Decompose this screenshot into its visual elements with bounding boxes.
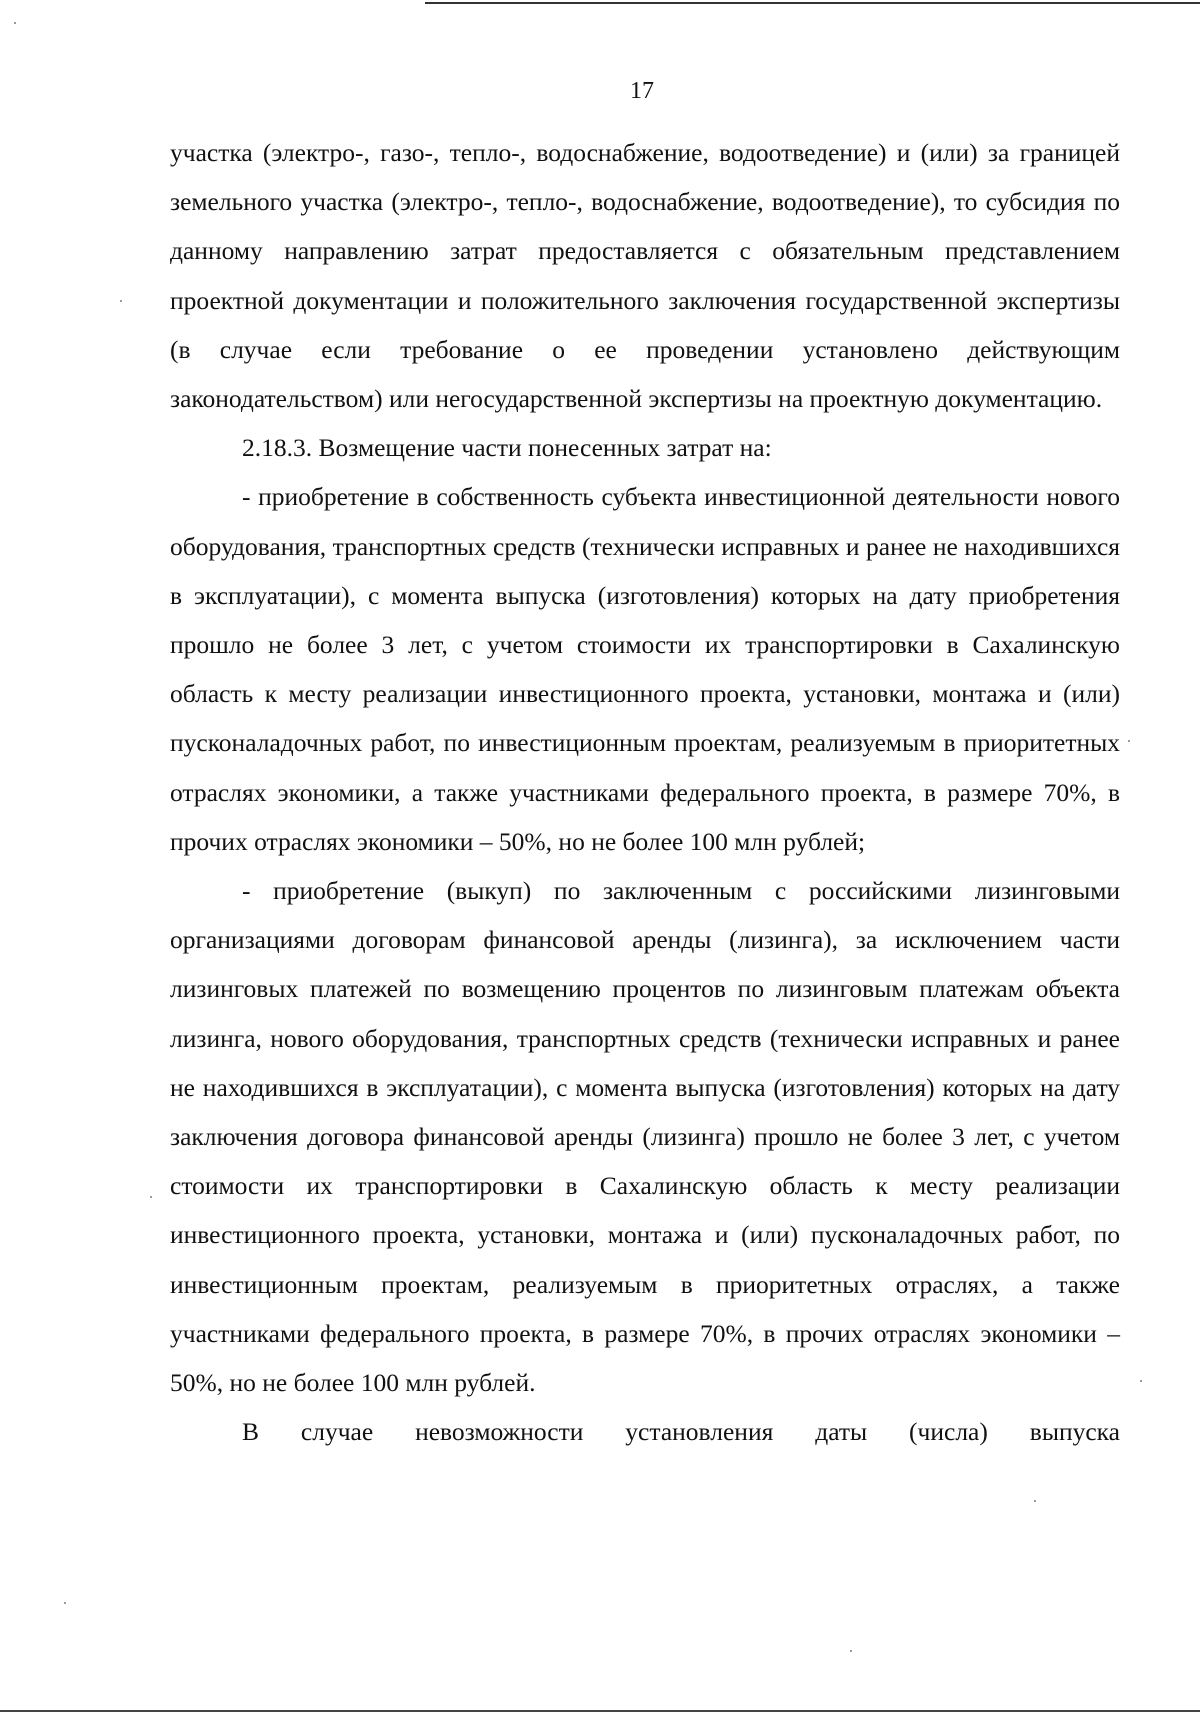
section-heading-2-18-3: 2.18.3. Возмещение части понесенных затрат на: bbox=[242, 433, 772, 463]
paragraph-release-date-case: В случае невозможности установления даты (числа) выпуска bbox=[242, 1417, 1120, 1447]
scan-bottom-edge-line bbox=[0, 1710, 1200, 1712]
scan-top-edge-line bbox=[425, 2, 1200, 4]
paragraph-leasing-purchase: - приобретение (выкуп) по заключенным с российскими лизинговыми организациями договорам финансовой аренды (лизинга), за исключением части лизинговых платежей по возмещению процентов по лизинговым платежам объекта лизинга, нового оборудования, транспортных средств (технически исправных и ранее не находившихся в эксплуатации), с момента выпуска (изготовления) которых на дату заключения договора финансовой аренды (лизинга) прошло не более 3 лет, с учетом стоимости их транспортировки в Сахалинскую область к месту реализации инвестиционного проекта, установки, монтажа и (или) пусконаладочных работ, по инвестиционным проектам, реализуемым в приоритетных отраслях, а также участниками федерального проекта, в размере 70%, в прочих отраслях экономики – 50%, но не более 100 млн рублей. bbox=[170, 876, 1120, 1398]
paragraph-continuation: участка (электро-, газо-, тепло-, водоснабжение, водоотведение) и (или) за границей земельного участка (электро-, тепло-, водоснабжение, водоотведение), то субсидия по данному направлению затрат предоставляется с обязательным представлением проектной документации и положительного заключения государственной экспертизы (в случае если требование о ее проведении установлено действующим законодательством) или негосударственной экспертизы на проектную документацию. bbox=[170, 138, 1120, 414]
scan-speck bbox=[14, 22, 16, 24]
document-body bbox=[170, 128, 1120, 1456]
page-number: 17 bbox=[630, 78, 654, 104]
scan-speck bbox=[64, 1602, 66, 1604]
scan-speck bbox=[1034, 1500, 1036, 1502]
scan-speck bbox=[120, 300, 122, 302]
scan-speck bbox=[150, 1196, 152, 1198]
scan-speck bbox=[1140, 1380, 1142, 1382]
scan-speck bbox=[850, 1650, 852, 1652]
paragraph-equipment-purchase: - приобретение в собственность субъекта инвестиционной деятельности нового оборудования, транспортных средств (технически исправных и ранее не находившихся в эксплуатации), с момента выпуска (изготовления) которых на дату приобретения прошло не более 3 лет, с учетом стоимости их транспортировки в Сахалинскую область к месту реализации инвестиционного проекта, установки, монтажа и (или) пусконаладочных работ, по инвестиционным проектам, реализуемым в приоритетных отраслях экономики, а также участниками федерального проекта, в размере 70%, в прочих отраслях экономики – 50%, но не более 100 млн рублей; bbox=[170, 482, 1120, 856]
scan-speck bbox=[1128, 740, 1130, 742]
